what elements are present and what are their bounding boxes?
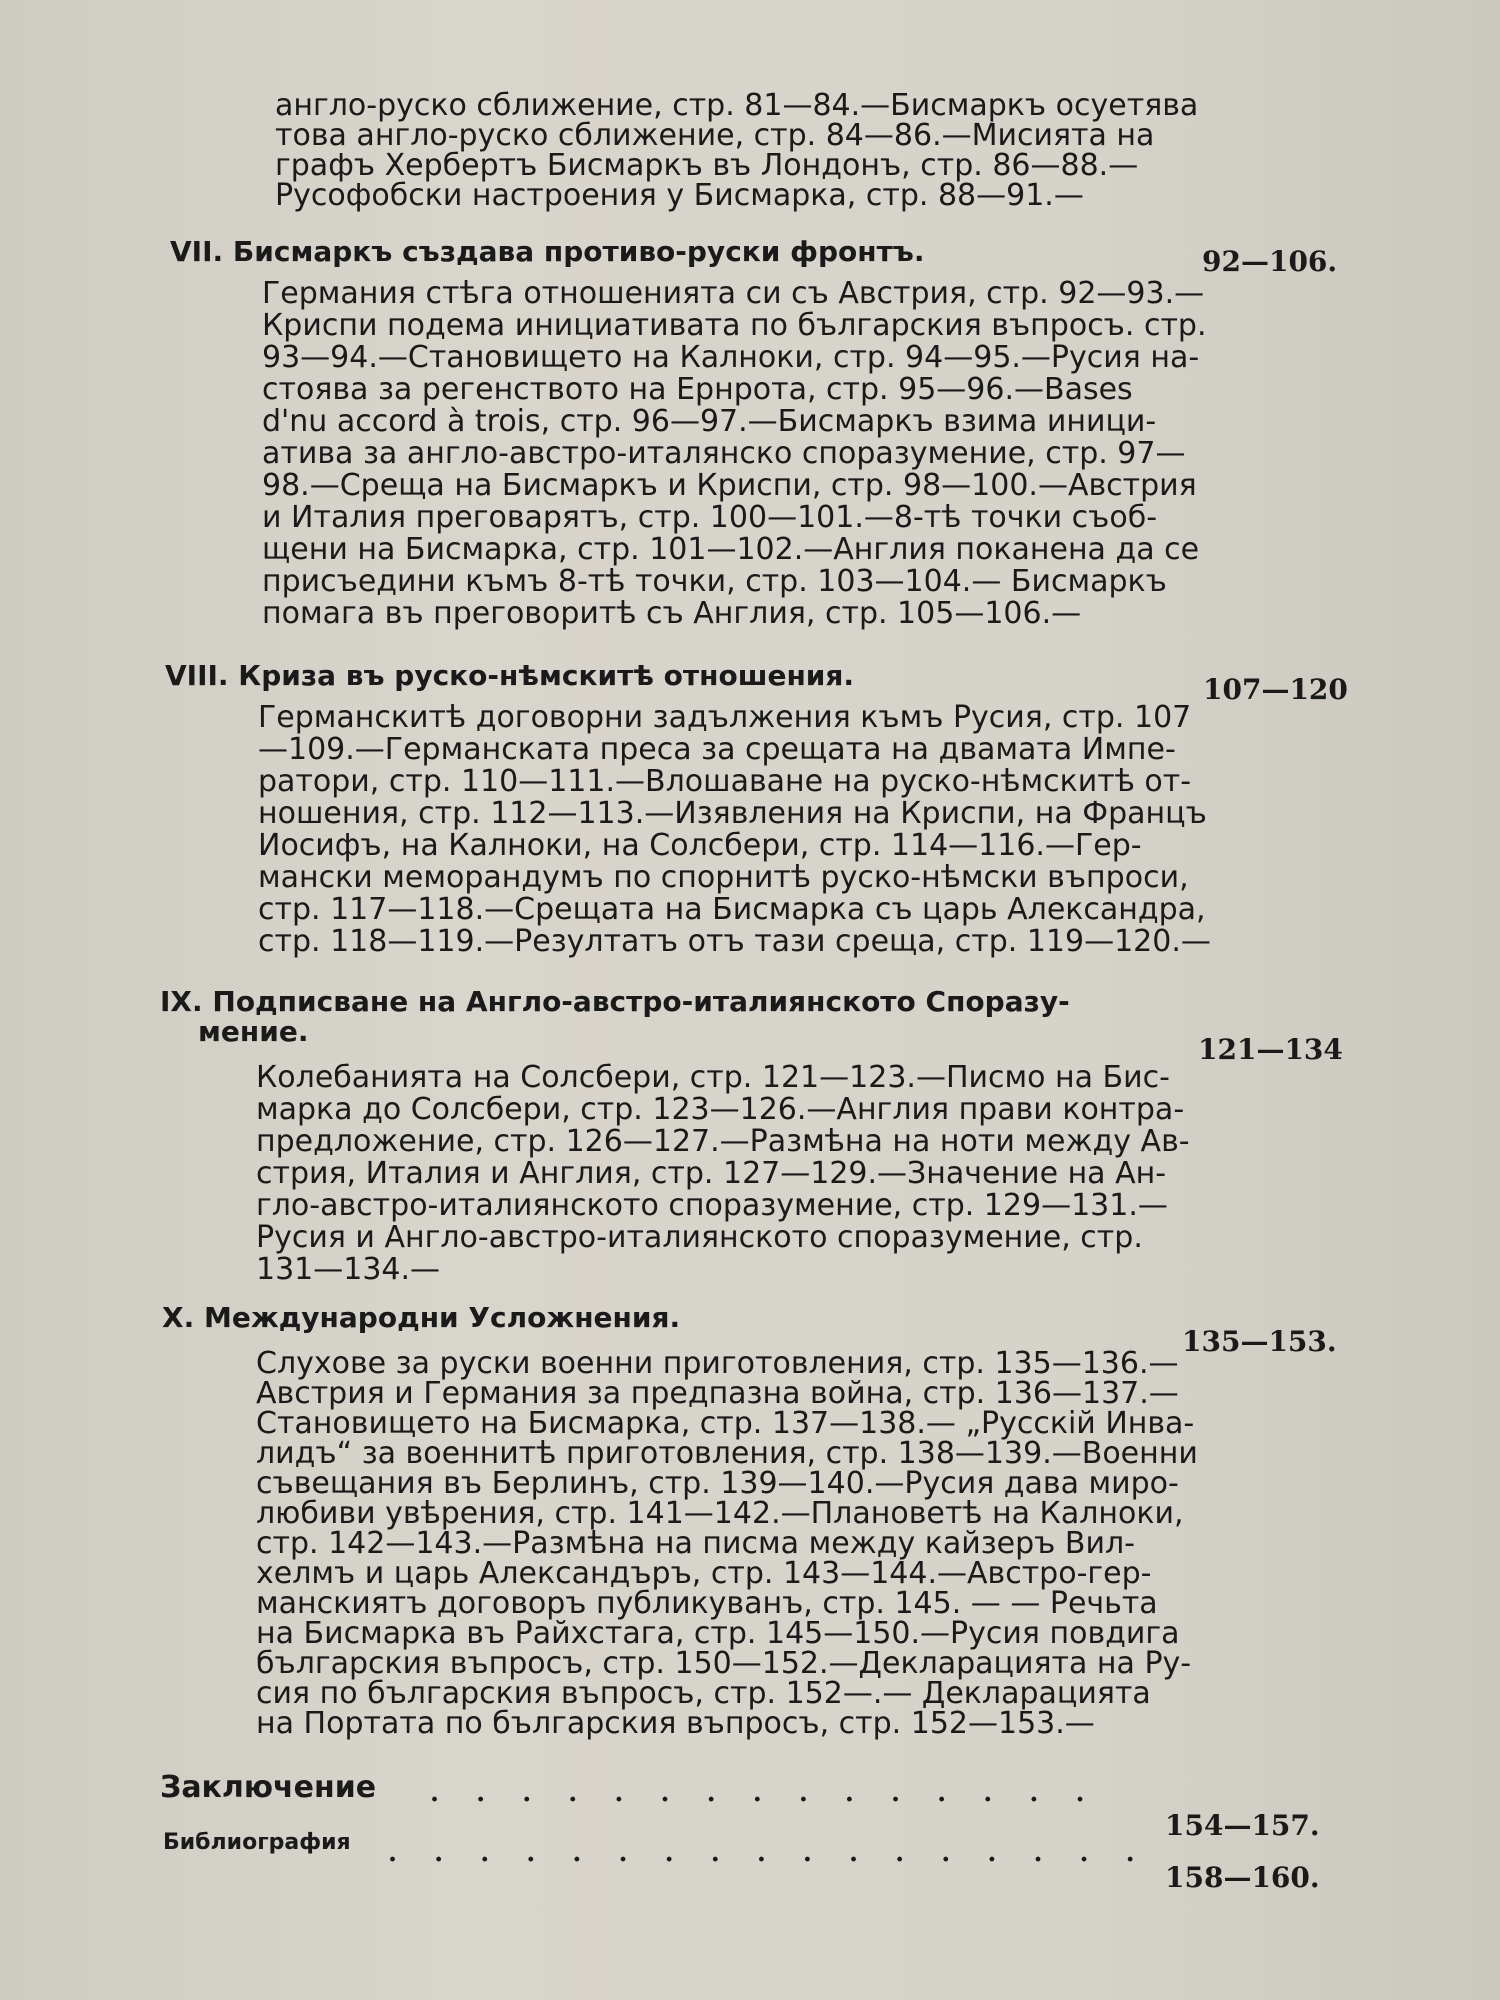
conclusion-title: Заключение [160,1770,377,1805]
section-pages: 135—153. [1182,1325,1337,1358]
text-line: българския въпросъ, стр. 150—152.—Декларацията на Ру- [256,1646,1192,1681]
text-line: и Италия преговарятъ, стр. 100—101.—8-тѣ точки съоб- [262,500,1158,535]
text-line: англо-руско сближение, стр. 81—84.—Бисмаркъ осуетява [275,88,1199,123]
section-title: VIII. Криза въ руско-нѣмскитѣ отношения. [165,659,855,692]
bibliography-title: Библиография [163,1830,351,1855]
text-line: d'nu accord à trois, стр. 96—97.—Бисмаркъ взима иници- [262,404,1157,439]
text-line: това англо-руско сближение, стр. 84—86.—Мисията на [275,118,1155,153]
text-line: присъедини къмъ 8-тѣ точки, стр. 103—104.— Бисмаркъ [262,564,1167,599]
text-line: на Портата по българския въпросъ, стр. 152—153.— [256,1706,1095,1741]
section-pages: 92—106. [1202,245,1338,278]
text-line: щени на Бисмарка, стр. 101—102.—Англия поканена да се [262,532,1200,567]
text-line: Становището на Бисмарка, стр. 137—138.— „Русскiй Инва- [256,1406,1195,1441]
text-line: Русия и Англо-австро-италиянското споразумение, стр. [256,1220,1143,1255]
text-line: Русофобски настроения у Бисмарка, стр. 88—91.— [275,178,1084,213]
conclusion-pages: 154—157. [1165,1809,1320,1842]
text-line: стоява за регенството на Ернрота, стр. 95—96.—Bases [262,372,1133,407]
text-line: манскиятъ договоръ публикуванъ, стр. 145. — — Речьта [256,1586,1158,1621]
text-line: атива за англо-австро-италянско споразумение, стр. 97— [262,436,1186,471]
text-line: стр. 142—143.—Размѣна на писма между кайзеръ Вил- [256,1526,1135,1561]
leader-dots: . . . . . . . . . . . . . . . . . [388,1838,1149,1868]
text-line: Австрия и Германия за предпазна война, стр. 136—137.— [256,1376,1179,1411]
section-title: X. Международни Усложнения. [162,1301,681,1334]
text-line: гло-австро-италиянското споразумение, стр. 129—131.— [256,1188,1168,1223]
text-line: марка до Солсбери, стр. 123—126.—Англия прави контра- [256,1092,1185,1127]
text-line: Германскитѣ договорни задължения къмъ Русия, стр. 107 [258,700,1192,735]
section-title: IX. Подписване на Англо-австро-италиянското Споразу- [160,985,1070,1018]
text-line: помага въ преговоритѣ съ Англия, стр. 105—106.— [262,596,1082,631]
section-pages: 121—134 [1198,1033,1343,1066]
text-line: мански меморандумъ по спорнитѣ руско-нѣмски въпроси, [258,860,1189,895]
text-line: Иосифъ, на Калноки, на Солсбери, стр. 114—116.—Гер- [258,828,1142,863]
text-line: хелмъ и царь Александъръ, стр. 143—144.—Австро-гер- [256,1556,1152,1591]
section-title-continued: мение. [198,1015,309,1048]
text-line: Германия стѣга отношенията си съ Австрия, стр. 92—93.— [262,276,1205,311]
text-line: графъ Хербертъ Бисмаркъ въ Лондонъ, стр. 86—88.— [275,148,1139,183]
section-pages: 107—120 [1203,673,1348,706]
text-line: Слухове за руски военни приготовления, стр. 135—136.— [256,1346,1179,1381]
text-line: предложение, стр. 126—127.—Размѣна на ноти между Ав- [256,1124,1190,1159]
text-line: стрия, Италия и Англия, стр. 127—129.—Значение на Ан- [256,1156,1167,1191]
leader-dots: . . . . . . . . . . . . . . . [430,1778,1099,1808]
text-line: лидъ“ за военнитѣ приготовления, стр. 138—139.—Военни [256,1436,1198,1471]
text-line: —109.—Германската преса за срещата на двамата Импе- [258,732,1176,767]
text-line: ратори, стр. 110—111.—Влошаване на руско-нѣмскитѣ от- [258,764,1192,799]
section-title: VII. Бисмаркъ създава противо-руски фронтъ. [170,235,925,268]
bibliography-pages: 158—160. [1165,1861,1320,1894]
text-line: 93—94.—Становището на Калноки, стр. 94—95.—Русия на- [262,340,1200,375]
text-line: сия по българския въпросъ, стр. 152—.— Декларацията [256,1676,1151,1711]
text-line: на Бисмарка въ Райхстага, стр. 145—150.—Русия повдига [256,1616,1180,1651]
text-line: Криспи подема инициативата по българския въпросъ. стр. [262,308,1207,343]
text-line: любиви увѣрения, стр. 141—142.—Плановетѣ на Калноки, [256,1496,1184,1531]
text-line: стр. 117—118.—Срещата на Бисмарка съ царь Александра, [258,892,1206,927]
text-line: Колебанията на Солсбери, стр. 121—123.—Писмо на Бис- [256,1060,1170,1095]
text-line: ношения, стр. 112—113.—Изявления на Криспи, на Францъ [258,796,1207,831]
text-line: стр. 118—119.—Резултатъ отъ тази среща, стр. 119—120.— [258,924,1211,959]
text-line: 131—134.— [256,1252,441,1287]
text-line: съвещания въ Берлинъ, стр. 139—140.—Русия дава миро- [256,1466,1179,1501]
text-line: 98.—Среща на Бисмаркъ и Криспи, стр. 98—100.—Австрия [262,468,1197,503]
